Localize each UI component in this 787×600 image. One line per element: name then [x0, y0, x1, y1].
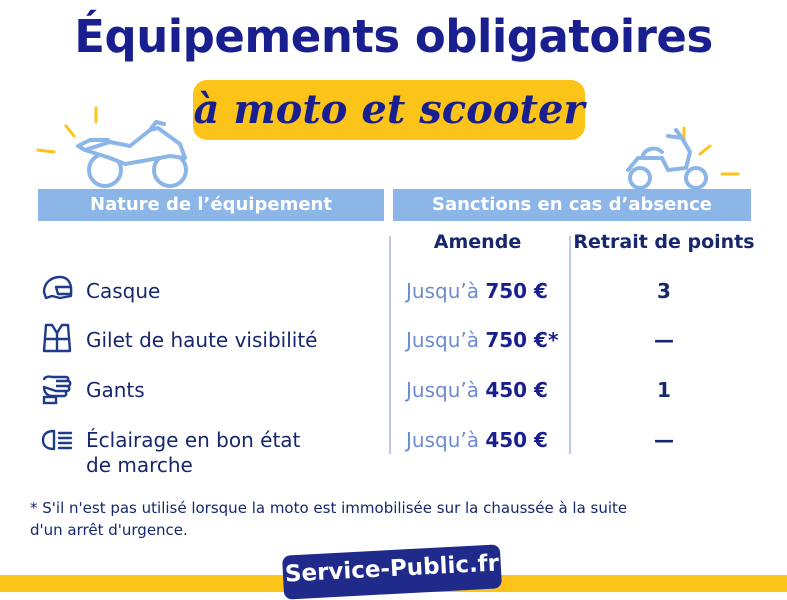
table-divider-right [569, 236, 571, 454]
amende-gants: Jusqu’à 450 € [406, 378, 548, 402]
header-equipment: Nature de l’équipement [38, 189, 384, 221]
gloves-icon [40, 372, 74, 406]
column-points: Retrait de points [573, 231, 755, 253]
scooter-icon [618, 118, 768, 193]
points-casque: 3 [657, 279, 671, 303]
motorcycle-icon [30, 100, 195, 195]
header-sanctions: Sanctions en cas d’absence [393, 189, 751, 221]
row-label-gants: Gants [86, 378, 145, 402]
amende-casque: Jusqu’à 750 € [406, 279, 548, 303]
points-gants: 1 [657, 378, 671, 402]
page-subtitle: à moto et scooter [193, 86, 585, 133]
page-title: Équipements obligatoires [74, 10, 713, 63]
row-label-casque: Casque [86, 279, 161, 303]
footnote: * S'il n'est pas utilisé lorsque la moto est immobilisée sur la chaussée à la suite d'un arrêt d'urgence. [30, 499, 628, 539]
table-divider-left [389, 236, 391, 454]
safety-vest-icon [40, 321, 74, 355]
headlight-icon [40, 423, 74, 457]
amende-gilet: Jusqu’à 750 €* [406, 328, 559, 352]
column-amende: Amende [433, 231, 522, 253]
helmet-icon [40, 272, 74, 306]
row-label-gilet: Gilet de haute visibilité [86, 328, 318, 352]
row-label-eclairage: Éclairage en bon état de marche [86, 428, 301, 477]
points-eclairage: — [654, 428, 674, 452]
brand-logo-text: Service-Public.fr [284, 550, 500, 588]
amende-eclairage: Jusqu’à 450 € [406, 428, 548, 452]
points-gilet: — [654, 328, 674, 352]
